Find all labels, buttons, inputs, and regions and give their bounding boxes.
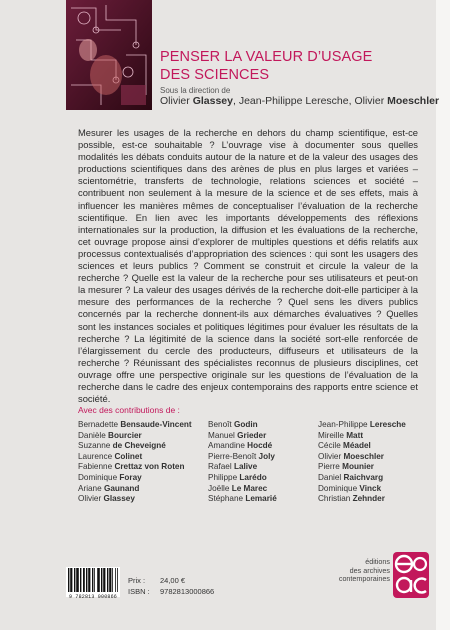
contributor: Danièle Bourcier (78, 430, 142, 440)
isbn-value: 9782813000866 (160, 587, 215, 596)
contributor: Daniel Raichvarg (318, 472, 384, 482)
cover-photo-icon (66, 0, 152, 110)
contributors-col-1 (78, 420, 192, 505)
contributors-col-2 (208, 420, 277, 505)
contributor: Fabienne Crettaz von Roten (78, 462, 185, 472)
summary-text: Mesurer les usages de la recherche en dehors du champ scientifique, est-ce possible, est-ce souhaitable ? L’ouvrage vise à documenter sous quelles modalités les débats conduits autour de la nature et de la valeur des usages des productions scientifiques dans des arènes de plus en plus larges et variées – scientométrie, transferts de technologie, relations sciences et société – contribuent non seulement à la mesure de la science et de ses effets, mais à influencer les manières mêmes de conceptualiser l’évaluation de la recherche scientifique. En lien avec les importants développements des réflexions internationales sur la production, la diffusion et les évaluations de la recherche, cet ouvrage propose ainsi d’explorer de multiples questions et défis relatifs aux processus contextualisés d’appropriation des sciences : qui sont les usagers des sciences et leurs publics ? Comment se construit et circule la valeur de la recherche ? Quelle est la valeur de la recherche pour ses utilisateurs et peut-on la mesurer ? La valeur des usages dérivés de la recherche doit-elle participer à la mesure des performances de la recherche ? Quel sens les divers publics concernés par la recherche donnent-ils aux démarches évaluatives ? Quelles sont les instances sociales et politiques légitimes pour évaluer les résultats de la recherche ? La légitimité de la science dans la société sort-elle renforcée de l’élargissement du cercle des producteurs, diffuseurs et utilisateurs de la recherche ? Réunissant des spécialistes reconnus de plusieurs disciplines, cet ouvrage offre une perspective originale sur les questions de l’évaluation de la recherche dans le cadre des enjeux contemporains des rapports entre science et société. (78, 127, 418, 405)
contributor: Manuel Grieder (208, 430, 267, 440)
contributor: Mireille Matt (318, 430, 364, 440)
title-line-2: DES SCIENCES (160, 67, 270, 83)
contributor: Amandine Hocdé (208, 441, 273, 451)
editors: Olivier Glassey, Jean-Philippe Leresche, Olivier Moeschler (160, 95, 440, 107)
contributor: Rafael Lalive (208, 462, 258, 472)
direction-label: Sous la direction de (160, 86, 231, 95)
publisher-logo-icon (393, 552, 429, 598)
contributor: Christian Zehnder (318, 494, 385, 504)
publisher-name: éditions des archives contemporaines (338, 557, 390, 584)
isbn-label: ISBN : (128, 587, 150, 596)
contributor: Pierre Mounier (318, 462, 374, 472)
contributor: Pierre-Benoît Joly (208, 451, 275, 461)
contributor: Ariane Gaunand (78, 483, 140, 493)
contributor: Cécile Méadel (318, 441, 371, 451)
barcode-icon (66, 567, 120, 597)
barcode-number: 9 782813 000866 (68, 594, 117, 600)
contributor: Olivier Moeschler (318, 451, 384, 461)
book-title (160, 48, 440, 84)
contributor: Benoît Godin (208, 420, 258, 429)
contributor: Suzanne de Cheveigné (78, 441, 166, 451)
contributor: Stéphane Lemarié (208, 494, 277, 504)
contributor: Dominique Vinck (318, 483, 382, 493)
contributors-col-3 (318, 420, 406, 505)
contributor: Philippe Larédo (208, 472, 267, 482)
price-value: 24,00 € (160, 576, 186, 585)
title-line-1: PENSER LA VALEUR D’USAGE (160, 49, 373, 65)
price-isbn-block (128, 575, 214, 597)
contributor: Jean-Philippe Leresche (318, 420, 406, 429)
contributor: Dominique Foray (78, 472, 142, 482)
contributor: Bernadette Bensaude-Vincent (78, 420, 192, 429)
price-label: Prix : (128, 576, 146, 585)
contributions-heading: Avec des contributions de : (78, 405, 180, 415)
contributor: Laurence Colinet (78, 451, 143, 461)
book-summary (78, 127, 418, 405)
contributor: Olivier Glassey (78, 494, 135, 504)
contributor: Joëlle Le Marec (208, 483, 268, 493)
